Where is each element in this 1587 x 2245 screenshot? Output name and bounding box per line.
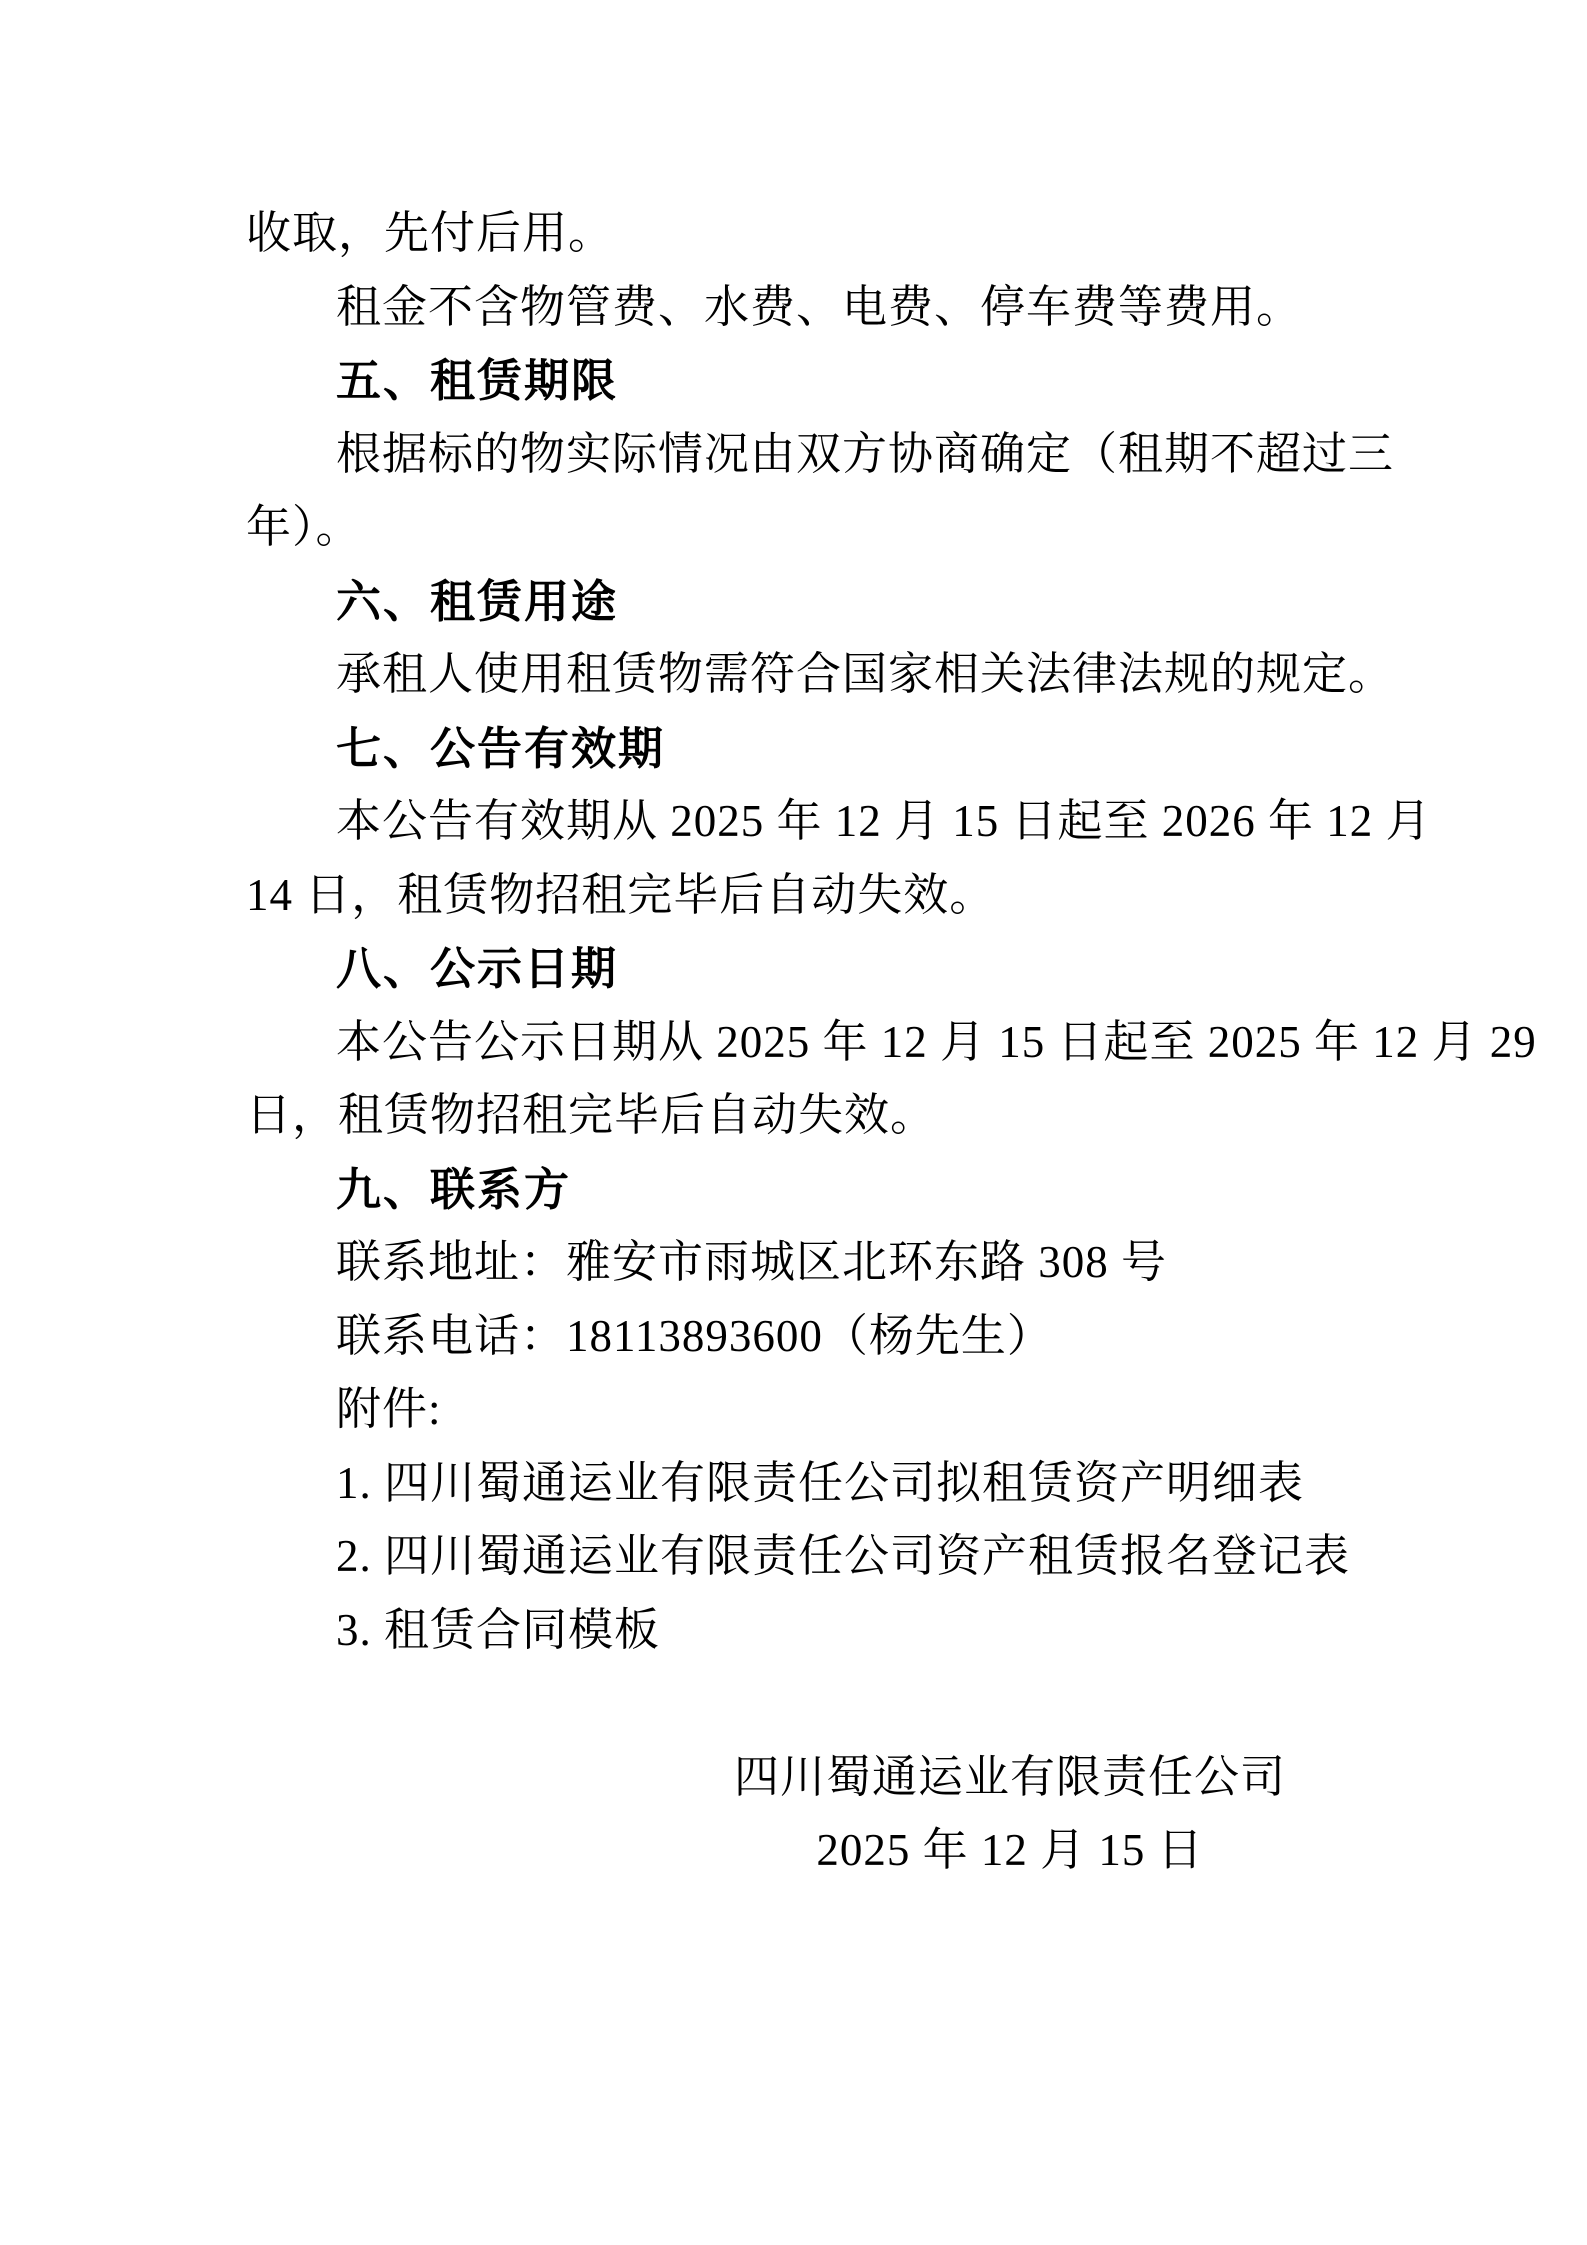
document-line: 日，租赁物招租完毕后自动失效。 [246, 1090, 937, 1140]
document-line: 年）。 [246, 502, 362, 552]
document-line: 七、公告有效期 [336, 722, 666, 774]
document-line: 五、租赁期限 [336, 355, 619, 406]
document-line: 本公告有效期从 2025 年 12 月 15 日起至 2026 年 12 月 [336, 796, 1432, 846]
document-body [246, 197, 1537, 1888]
document-line: 联系地址：雅安市雨城区北环东路 308 号 [336, 1237, 1168, 1287]
document-line: 六、租赁用途 [336, 575, 619, 627]
signature-block [673, 1741, 1347, 1888]
document-line: 3. 租赁合同模板 [336, 1604, 661, 1655]
document-line: 附件: [336, 1384, 442, 1434]
blank-line [246, 1667, 1347, 1741]
document-line: 租金不含物管费、水费、电费、停车费等费用。 [336, 281, 1303, 332]
document-line: 14 日，租赁物招租完毕后自动失效。 [246, 869, 996, 920]
document-lines [246, 197, 1537, 1667]
document-line: 联系电话：18113893600（杨先生） [336, 1310, 1053, 1361]
document-line: 2. 四川蜀通运业有限责任公司资产租赁报名登记表 [336, 1531, 1351, 1581]
document-line: 九、联系方 [336, 1163, 572, 1215]
document-line: 收取，先付后用。 [246, 208, 615, 258]
signature-company: 四川蜀通运业有限责任公司 [733, 1751, 1286, 1802]
document-line: 八、公示日期 [336, 943, 619, 994]
document-line: 根据标的物实际情况由双方协商确定（租期不超过三 [336, 428, 1395, 479]
document-line: 本公告公示日期从 2025 年 12 月 15 日起至 2025 年 12 月 29 [336, 1016, 1537, 1067]
signature-date: 2025 年 12 月 15 日 [816, 1825, 1204, 1875]
document-line: 承租人使用租赁物需符合国家相关法律法规的规定。 [336, 649, 1395, 699]
document-line: 1. 四川蜀通运业有限责任公司拟租赁资产明细表 [336, 1457, 1305, 1508]
